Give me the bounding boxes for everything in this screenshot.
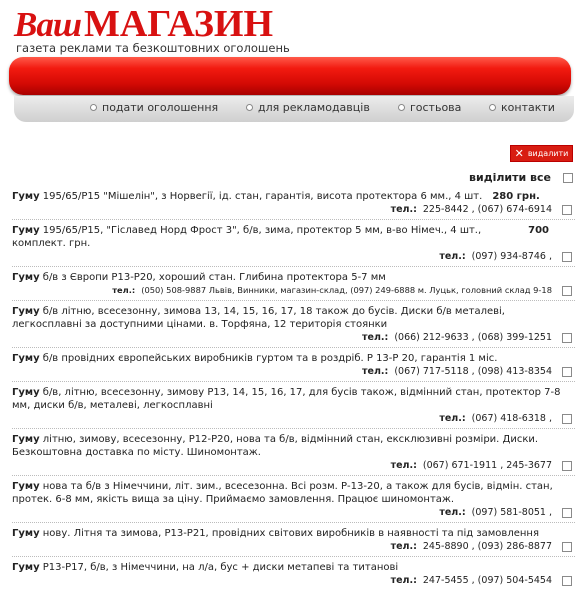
ad-text [12,480,575,506]
ad-keyword: Гуму [12,481,40,492]
ad-description: нова та б/в з Німеччини, літ. зим., всесезонна. Всі розм. Р-13-20, а також для бусів, відмін. стан, протек. 6-8 мм, якість вища за ціну. Приймаємо замовлення. Працює шиномонтаж. [12,481,553,505]
ad-description: 195/65/P15, "Гіславед Норд Фрост 3", б/в, зима, протектор 5 мм, в-во Німеч., 4 шт., комплект. грн. [12,225,482,249]
ad-phone-row [12,331,575,344]
ad-select-checkbox[interactable] [562,461,572,471]
tel-label: тел.: [439,507,466,518]
nav-item-label: подати оголошення [102,101,219,114]
list-item [12,301,575,348]
ad-description: нову. Літня та зимова, Р13-Р21, провідних світових виробників в наявності та під замовлення [39,528,539,539]
logo-word-vash: Ваш [14,5,81,44]
list-item [12,429,575,476]
list-item [12,382,575,429]
ad-keyword: Гуму [12,528,40,539]
ad-phone-row [12,365,575,378]
nav-item-contacts[interactable] [489,101,555,114]
tel-label: тел.: [362,366,389,377]
tel-label: тел.: [390,541,417,552]
ad-description: літню, зимову, всесезонну, Р12-Р20, нова та б/в, відмінний стан, ексклюзивні розміри. Диски. Безкоштовна доставка по місту. Шиномонтаж. [12,434,539,458]
ad-phone-row [12,203,575,216]
ad-text [12,271,575,284]
site-tagline: газета реклами та безкоштовних оголошень [16,41,290,55]
ad-phones: (067) 418-6318 , [471,413,552,424]
tel-label: тел.: [390,460,417,471]
ad-text [12,386,575,412]
ad-select-checkbox[interactable] [562,508,572,518]
ad-keyword: Гуму [12,272,40,283]
delete-button-label: видалити [527,149,569,158]
ad-phone-row [12,412,575,425]
bullet-icon [489,104,496,111]
ads-list [12,186,575,590]
ad-text [12,305,575,331]
ad-phones: 225-8442 , (067) 674-6914 [422,204,552,215]
ad-text [12,433,575,459]
ad-description: б/в, літню, всесезонну, зимову Р13, 14, 15, 16, 17, для бусів також, відмінний стан, протектор 7-8 мм, диски б/в, металеві, легкосплавні [12,387,561,411]
ad-keyword: Гуму [12,387,40,398]
ad-description: б/в провідних європейських виробників гуртом та в роздріб. Р 13-Р 20, гарантія 1 міс. [39,353,498,364]
tel-label: тел.: [439,413,466,424]
ad-select-checkbox[interactable] [562,542,572,552]
ad-description: 195/65/P15 "Мішелін", з Норвегії, ід. стан, гарантія, висота протектора 6 мм., 4 шт. [39,191,483,202]
list-item [12,557,575,590]
ad-phones: (067) 671-1911 , 245-3677 [422,460,552,471]
ad-text [12,352,575,365]
ad-select-checkbox[interactable] [562,576,572,586]
delete-button[interactable] [510,145,573,162]
list-item [12,476,575,523]
tel-label: тел.: [390,204,417,215]
ad-text [12,224,575,250]
ad-select-checkbox[interactable] [562,205,572,215]
bullet-icon [246,104,253,111]
ad-phones: 247-5455 , (097) 504-5454 [422,575,552,586]
tel-label: тел.: [112,285,136,295]
nav-item-label: контакти [501,101,555,114]
list-item [12,267,575,301]
header-banner-bar [9,57,571,95]
ad-phones: (050) 508-9887 Львів, Винники, магазин-склад, (097) 249-6888 м. Луцьк, головний склад 9-18 [141,285,552,295]
ad-description: Р13-Р17, б/в, з Німеччини, на л/а, бус + диски метапеві та титанові [39,562,399,573]
ad-text [12,190,575,203]
tel-label: тел.: [439,251,466,262]
list-item [12,186,575,220]
ad-phones: 245-8890 , (093) 286-8877 [422,541,552,552]
nav-item-guestbook[interactable] [398,101,461,114]
ad-keyword: Гуму [12,191,40,202]
ad-phones: (067) 717-5118 , (098) 413-8354 [394,366,552,377]
select-all-checkbox[interactable] [563,173,573,183]
list-item [12,523,575,557]
ad-phone-row [12,250,575,263]
ad-select-checkbox[interactable] [562,333,572,343]
select-all-control[interactable] [469,171,573,184]
ad-keyword: Гуму [12,353,40,364]
select-all-label: виділити все [469,171,551,184]
tel-label: тел.: [390,575,417,586]
nav-item-label: гостьова [410,101,462,114]
tel-label: тел.: [362,332,389,343]
ad-keyword: Гуму [12,225,40,236]
bullet-icon [90,104,97,111]
ad-select-checkbox[interactable] [562,367,572,377]
logo-word-magazin: МАГАЗИН [84,3,274,45]
ad-select-checkbox[interactable] [562,414,572,424]
ad-price: 700 [528,225,549,236]
site-logo[interactable] [14,2,274,45]
ad-keyword: Гуму [12,434,40,445]
ad-phones: (066) 212-9633 , (068) 399-1251 [394,332,552,343]
list-item [12,348,575,382]
ad-phone-row [12,506,575,519]
ad-description: б/в літню, всесезонну, зимова 13, 14, 15, 16, 17, 18 також до бусів. Диски б/в металеві, легкосплавні за доступними цінами. в. Торфяна, 12 територія стоянки [12,306,505,330]
ad-keyword: Гуму [12,562,40,573]
ad-price: 280 грн. [492,191,540,202]
main-nav [14,96,574,122]
nav-item-advertisers[interactable] [246,101,370,114]
ad-phones: (097) 934-8746 , [471,251,552,262]
ad-phone-row [12,459,575,472]
bullet-icon [398,104,405,111]
nav-item-label: для рекламодавців [258,101,370,114]
ad-select-checkbox[interactable] [562,286,572,296]
close-icon: ✕ [514,147,524,160]
ad-phone-row [12,284,575,297]
ad-phone-row [12,574,575,587]
ad-phones: (097) 581-8051 , [471,507,552,518]
ad-select-checkbox[interactable] [562,252,572,262]
ad-text [12,561,575,574]
ad-text [12,527,575,540]
ad-phone-row [12,540,575,553]
ad-keyword: Гуму [12,306,40,317]
list-item [12,220,575,267]
ad-description: б/в з Європи Р13-Р20, хороший стан. Глибина протектора 5-7 мм [39,272,386,283]
nav-item-submit-ad[interactable] [90,101,218,114]
